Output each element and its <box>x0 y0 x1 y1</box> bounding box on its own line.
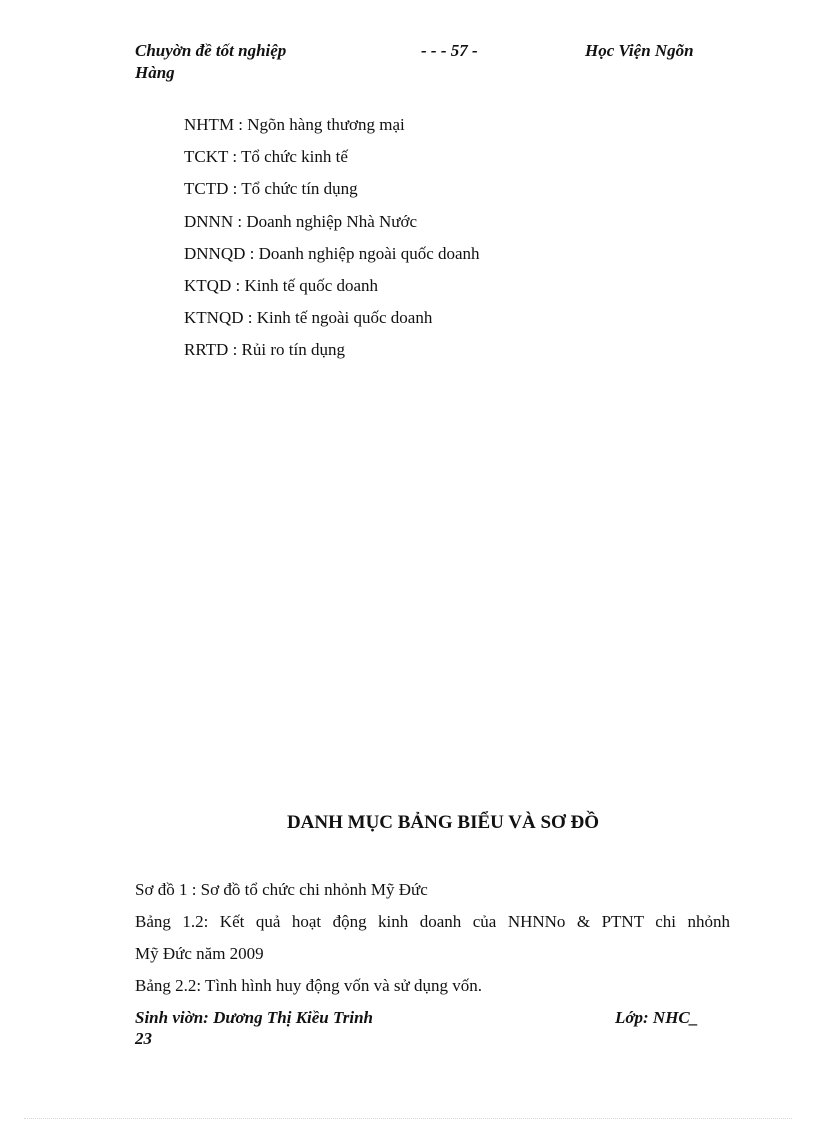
abbreviation-list <box>184 114 480 372</box>
header-institution: Học Viện Ngõn <box>585 41 694 60</box>
abbreviation-item: TCTD : Tổ chức tín dụng <box>184 179 358 199</box>
toc-item-table-1-2: Bảng 1.2: Kết quả hoạt động kinh doanh của NHNNo & PTNT chi nhỏnh <box>135 912 730 931</box>
header-title: Chuyờn đề tốt nghiệp <box>135 41 287 60</box>
toc-item-table-1-2-continuation: Mỹ Đức năm 2009 <box>135 944 264 963</box>
page-divider <box>24 1118 792 1119</box>
toc-item-table-2-2: Bảng 2.2: Tình hình huy động vốn và sử dụng vốn. <box>135 976 483 995</box>
abbreviation-item: TCKT : Tổ chức kinh tế <box>184 147 348 167</box>
abbreviation-item: RRTD : Rủi ro tín dụng <box>184 340 345 360</box>
footer-class: Lớp: NHC_ <box>615 1008 699 1027</box>
footer-student-name: Sinh viờn: Dương Thị Kiều Trinh <box>135 1008 374 1027</box>
header-title-continuation: Hàng <box>135 63 175 82</box>
abbreviation-item: DNNQD : Doanh nghiệp ngoài quốc doanh <box>184 243 480 263</box>
abbreviation-item: DNNN : Doanh nghiệp Nhà Nước <box>184 211 418 231</box>
abbreviation-item: NHTM : Ngõn hàng thương mại <box>184 115 405 134</box>
footer-class-continuation: 23 <box>135 1029 152 1048</box>
abbreviation-item: KTQD : Kinh tế quốc doanh <box>184 275 379 295</box>
abbreviation-item: KTNQD : Kinh tế ngoài quốc doanh <box>184 308 433 328</box>
page-number: - - - 57 - <box>421 41 478 60</box>
section-title: DANH MỤC BẢNG BIỂU VÀ SƠ ĐỒ <box>286 812 600 833</box>
toc-item-diagram-1: Sơ đồ 1 : Sơ đồ tổ chức chi nhỏnh Mỹ Đức <box>135 880 428 899</box>
